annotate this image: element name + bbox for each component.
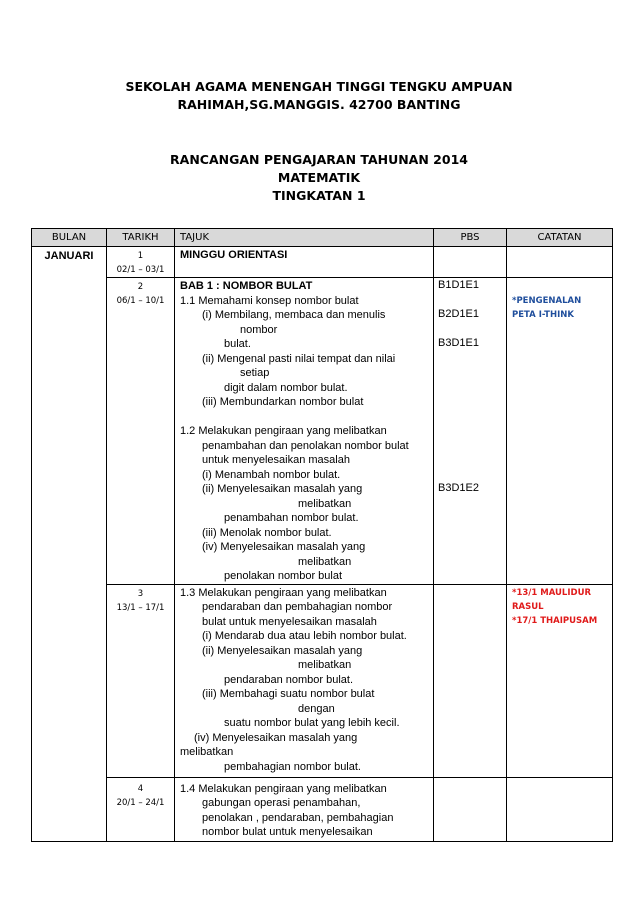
spacer (438, 409, 502, 424)
week4-number: 4 (137, 783, 144, 794)
topic-line: (i) Membilang, membaca dan menulis (202, 309, 386, 321)
table-header-row (32, 229, 613, 247)
topic-line: melibatkan (298, 659, 352, 671)
topic-line: 1.3 Melakukan pengiraan yang melibatkan (180, 586, 387, 599)
topic-line: melibatkan (298, 497, 352, 510)
topic-line: untuk menyelesaikan masalah (202, 454, 350, 466)
topic-line: setiap (240, 367, 270, 379)
yearly-plan-table (31, 228, 613, 842)
topic-line: nombor bulat untuk menyelesaikan (202, 826, 373, 838)
topic-line: pendaraban nombor bulat. (224, 673, 354, 686)
table-row-week4 (32, 777, 613, 841)
week2-note-cell (507, 278, 613, 585)
week4-pbs-cell (434, 777, 507, 841)
month-cell: JANUARI (32, 247, 107, 842)
topic-line: 1.2 Melakukan pengiraan yang melibatkan (180, 425, 387, 437)
topic-line: (i) Mendarab dua atau lebih nombor bulat. (202, 630, 407, 642)
week3-date-cell (107, 584, 175, 777)
column-header-pbs: PBS (434, 229, 507, 247)
spacer (438, 293, 502, 308)
form-title: TINGKATAN 1 (272, 188, 366, 203)
spacer (438, 467, 502, 482)
topic-line: dengan (298, 702, 335, 715)
topic-line: penambahan nombor bulat. (224, 512, 359, 524)
week4-topic-cell (175, 777, 434, 841)
column-header-bulan: BULAN (32, 229, 107, 247)
topic-line: bulat. (224, 338, 251, 350)
week2-topic-cell (175, 278, 434, 585)
week4-date: 20/1 – 24/1 (116, 797, 165, 808)
topic-line: (iv) Menyelesaikan masalah yang (194, 731, 358, 744)
pbs-code: B3D1E1 (438, 337, 479, 349)
topic-line: penambahan dan penolakan nombor bulat (202, 439, 409, 452)
week2-date-cell (107, 278, 175, 585)
spacer (438, 322, 502, 337)
column-header-tajuk: TAJUK (175, 229, 434, 247)
topic-line: 1.1 Memahami konsep nombor bulat (180, 294, 359, 307)
week3-number: 3 (137, 588, 144, 599)
spacer (438, 365, 502, 380)
week2-number: 2 (137, 282, 144, 292)
topic-line: (iii) Menolak nombor bulat. (202, 526, 332, 539)
topic-line: (ii) Menyelesaikan masalah yang (202, 483, 363, 495)
pbs-code: B3D1E2 (438, 482, 479, 494)
topic-line: pembahagian nombor bulat. (224, 760, 361, 773)
week3-date: 13/1 – 17/1 (116, 602, 165, 613)
topic-line: penolakan nombor bulat (224, 570, 343, 582)
topic-line: 1.4 Melakukan pengiraan yang melibatkan (180, 782, 387, 795)
table-row-week1 (32, 247, 613, 278)
week3-topic-cell (175, 584, 434, 777)
topic-line: penolakan , pendaraban, pembahagian (202, 811, 394, 824)
spacer (438, 423, 502, 438)
school-name-line1: SEKOLAH AGAMA MENENGAH TINGGI TENGKU AMPUAN (125, 79, 513, 94)
week1-date: 02/1 – 03/1 (116, 265, 165, 275)
topic-line: melibatkan (180, 746, 234, 758)
pbs-code: B2D1E1 (438, 308, 479, 320)
note-line: PETA I-THINK (512, 310, 574, 320)
spacer (438, 452, 502, 467)
week4-note-cell (507, 777, 613, 841)
spacer (438, 351, 502, 366)
plan-title: RANCANGAN PENGAJARAN TAHUNAN 2014 (170, 152, 468, 167)
week3-pbs-cell (434, 584, 507, 777)
topic-line: (iii) Membahagi suatu nombor bulat (202, 688, 375, 700)
spacer (438, 394, 502, 409)
spacer (180, 410, 429, 425)
topic-line: melibatkan (298, 555, 352, 568)
note-line: *13/1 MAULIDUR (512, 587, 592, 598)
topic-line: (iii) Membundarkan nombor bulat (202, 396, 364, 408)
topic-line: suatu nombor bulat yang lebih kecil. (224, 717, 400, 729)
week4-date-cell (107, 777, 175, 841)
note-line: RASUL (512, 601, 544, 612)
note-line: *PENGENALAN (512, 296, 582, 306)
spacer (438, 380, 502, 395)
week1-note (507, 247, 613, 278)
week2-pbs-cell (434, 278, 507, 585)
table-row-week3 (32, 584, 613, 777)
column-header-tarikh: TARIKH (107, 229, 175, 247)
table-row-week2 (32, 278, 613, 585)
subject-title: MATEMATIK (277, 170, 361, 185)
week1-title: MINGGU ORIENTASI (175, 247, 434, 278)
week3-note-cell (507, 584, 613, 777)
topic-line: pendaraban dan pembahagian nombor (202, 601, 393, 613)
chapter-title: BAB 1 : NOMBOR BULAT (180, 280, 313, 292)
topic-line: (iv) Menyelesaikan masalah yang (202, 541, 366, 553)
topic-line: gabungan operasi penambahan, (202, 797, 361, 809)
spacer (438, 438, 502, 453)
school-name-line2: RAHIMAH,SG.MANGGIS. 42700 BANTING (177, 97, 461, 112)
week2-date: 06/1 – 10/1 (116, 296, 165, 306)
week1-number: 1 (137, 251, 144, 261)
topic-line: bulat untuk menyelesaikan masalah (202, 615, 377, 628)
note-line: *17/1 THAIPUSAM (512, 615, 598, 626)
topic-line: nombor (240, 323, 278, 336)
topic-line: (i) Menambah nombor bulat. (202, 468, 341, 481)
topic-line: (ii) Mengenal pasti nilai tempat dan nilai (202, 352, 396, 365)
week1-date-cell (107, 247, 175, 278)
topic-line: (ii) Menyelesaikan masalah yang (202, 644, 363, 657)
topic-line: digit dalam nombor bulat. (224, 381, 348, 394)
pbs-code: B1D1E1 (438, 279, 479, 291)
week1-pbs (434, 247, 507, 278)
column-header-catatan: CATATAN (507, 229, 613, 247)
